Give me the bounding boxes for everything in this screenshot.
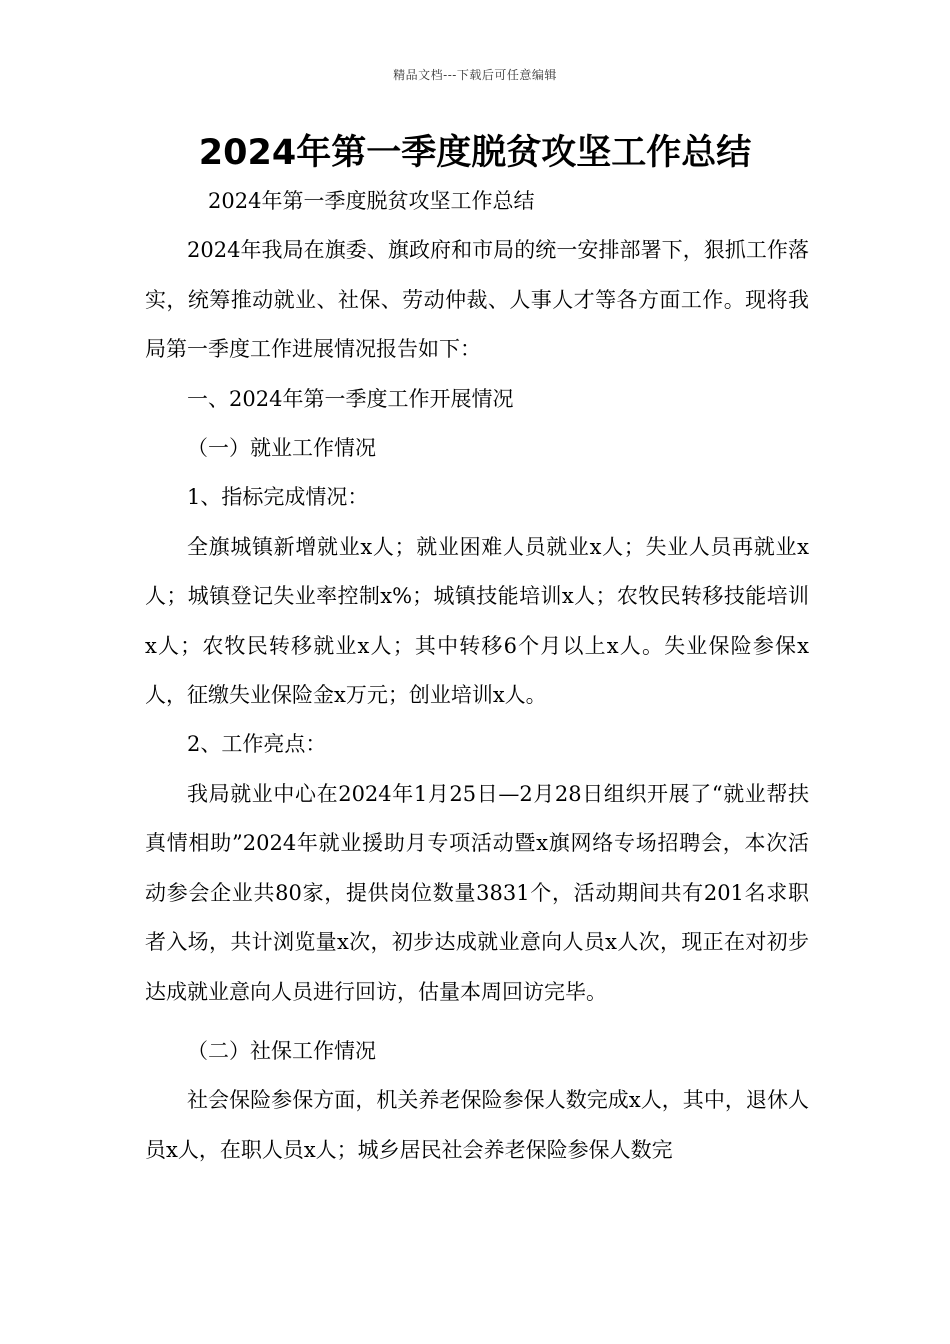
paragraph-indicators: 全旗城镇新增就业x人；就业困难人员就业x人；失业人员再就业x人；城镇登记失业率控制x%；城镇技能培训x人；农牧民转移技能培训x人；农牧民转移就业x人；其中转移6个月以上x人。失业保险参保x人，征缴失业保险金x万元；创业培训x人。	[145, 534, 809, 708]
section-heading-1: 一、2024年第一季度工作开展情况	[187, 386, 514, 411]
paragraph-intro: 2024年我局在旗委、旗政府和市局的统一安排部署下，狠抓工作落实，统筹推动就业、社保、劳动仲裁、人事人才等各方面工作。现将我局第一季度工作进展情况报告如下：	[145, 238, 809, 362]
document-title: 2024年第一季度脱贫攻坚工作总结	[198, 133, 752, 173]
page-header-note: 精品文档---下载后可任意编辑	[393, 68, 557, 82]
document-body	[145, 177, 809, 1175]
paragraph-social-security: 社会保险参保方面，机关养老保险参保人数完成x人，其中，退休人员x人，在职人员x人；城乡居民社会养老保险参保人数完	[145, 1088, 809, 1162]
paragraph-highlights: 我局就业中心在2024年1月25日—2月28日组织开展了“就业帮扶真情相助”2024年就业援助月专项活动暨x旗网络专场招聘会，本次活动参会企业共80家，提供岗位数量3831个，活动期间共有201名求职者入场，共计浏览量x次，初步达成就业意向人员x人次，现正在对初步达成就业意向人员进行回访，估量本周回访完毕。	[145, 781, 809, 1004]
item-heading-highlights: 2、工作亮点：	[187, 732, 327, 757]
document-subtitle: 2024年第一季度脱贫攻坚工作总结	[208, 189, 535, 213]
subsection-heading-employment: （一）就业工作情况	[187, 436, 376, 461]
item-heading-indicators: 1、指标完成情况：	[187, 485, 369, 510]
subsection-heading-social-security: （二）社保工作情况	[187, 1038, 376, 1063]
